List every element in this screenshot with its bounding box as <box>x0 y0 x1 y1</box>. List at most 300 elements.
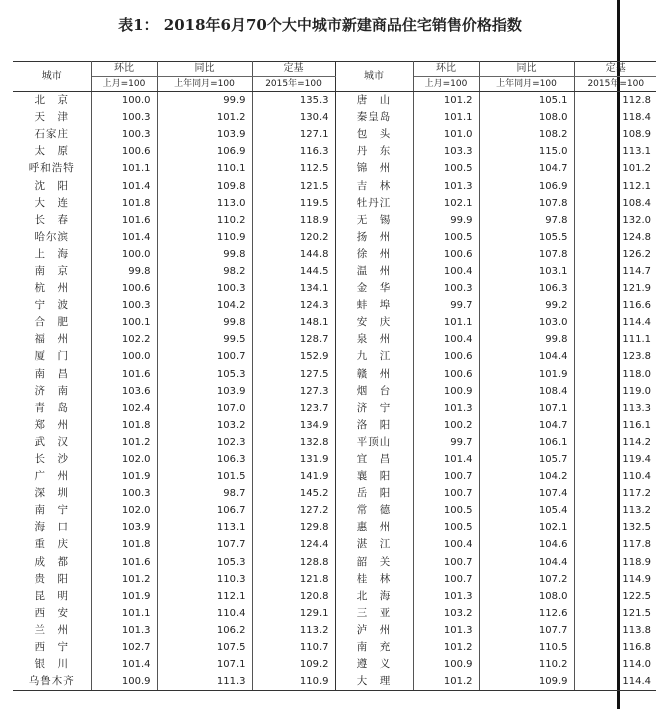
left-base-cell: 110.9 <box>252 673 335 691</box>
right-yoy-cell: 101.9 <box>479 366 574 383</box>
right-mom-cell: 100.3 <box>413 280 479 297</box>
left-yoy-cell: 99.5 <box>157 331 252 348</box>
table-row <box>13 126 656 143</box>
table-row <box>13 263 656 280</box>
right-mom-cell: 101.4 <box>413 451 479 468</box>
right-mom-cell: 100.4 <box>413 263 479 280</box>
left-mom-cell: 100.3 <box>91 485 157 502</box>
left-city-cell: 西 安 <box>13 605 91 622</box>
right-mom-cell: 101.3 <box>413 588 479 605</box>
right-city-cell: 宜 昌 <box>335 451 413 468</box>
right-city-cell: 大 理 <box>335 673 413 691</box>
table-row <box>13 485 656 502</box>
table-row <box>13 468 656 485</box>
left-city-cell: 石家庄 <box>13 126 91 143</box>
left-base-cell: 131.9 <box>299 454 329 466</box>
right-base-cell: 113.2 <box>622 505 651 517</box>
right-yoy-cell: 108.0 <box>479 109 574 126</box>
right-mom-cell: 101.3 <box>413 177 479 194</box>
right-yoy-cell: 105.1 <box>479 92 574 110</box>
left-city-cell: 南 昌 <box>13 366 91 383</box>
left-mom-cell: 102.7 <box>91 639 157 656</box>
right-yoy-cell: 106.1 <box>479 434 574 451</box>
left-yoy-cell: 110.4 <box>157 605 252 622</box>
right-mom-cell: 99.9 <box>413 212 479 229</box>
right-city-cell: 蚌 埠 <box>335 297 413 314</box>
left-yoy-cell: 104.2 <box>157 297 252 314</box>
left-mom-cell: 100.6 <box>91 280 157 297</box>
right-yoy-cell: 107.7 <box>479 622 574 639</box>
right-base-cell: 114.9 <box>622 573 651 585</box>
left-base-cell: 109.2 <box>299 659 329 671</box>
left-city-cell: 厦 门 <box>13 348 91 365</box>
table-row <box>13 195 656 212</box>
left-mom-cell: 100.0 <box>91 348 157 365</box>
table-row <box>13 536 656 553</box>
left-mom-cell: 100.3 <box>91 109 157 126</box>
right-base-cell: 110.4 <box>622 471 651 483</box>
left-yoy-cell: 107.7 <box>157 536 252 553</box>
right-city-cell: 遵 义 <box>335 656 413 673</box>
right-base-cell: 119.4 <box>622 454 651 466</box>
table-row <box>13 160 656 177</box>
left-yoy-cell: 110.3 <box>157 571 252 588</box>
left-mom-cell: 101.1 <box>91 605 157 622</box>
right-mom-cell: 100.9 <box>413 656 479 673</box>
right-base-cell: 123.8 <box>622 351 651 363</box>
left-mom-cell: 100.0 <box>91 246 157 263</box>
left-yoy-cell: 99.9 <box>157 92 252 110</box>
right-base-cell: 114.4 <box>574 673 656 691</box>
left-city-cell: 天 津 <box>13 109 91 126</box>
right-city-cell: 泉 州 <box>335 331 413 348</box>
header-base-right: 定基 <box>574 62 656 77</box>
right-city-cell: 湛 江 <box>335 536 413 553</box>
left-base-cell: 129.1 <box>299 607 329 619</box>
left-base-cell: 130.4 <box>299 112 329 124</box>
right-yoy-cell: 110.2 <box>479 656 574 673</box>
right-yoy-cell: 105.5 <box>479 229 574 246</box>
right-yoy-cell: 106.9 <box>479 177 574 194</box>
right-base-cell: 116.8 <box>622 642 651 654</box>
left-city-cell: 成 都 <box>13 554 91 571</box>
header-mom-right: 环比 <box>413 62 479 77</box>
left-mom-cell: 101.4 <box>91 177 157 194</box>
left-city-cell: 兰 州 <box>13 622 91 639</box>
table-row <box>13 109 656 126</box>
table-row <box>13 502 656 519</box>
left-mom-cell: 102.0 <box>91 502 157 519</box>
right-base-cell: 114.4 <box>622 317 651 329</box>
right-base-cell: 119.0 <box>622 385 651 397</box>
left-base-cell: 152.9 <box>299 351 329 363</box>
right-mom-cell: 101.2 <box>413 92 479 110</box>
left-city-cell: 上 海 <box>13 246 91 263</box>
right-base-cell: 114.7 <box>622 265 651 277</box>
subheader-base-right: 2015年=100 <box>574 77 656 92</box>
left-city-cell: 青 岛 <box>13 400 91 417</box>
right-base-cell: 113.8 <box>622 624 651 636</box>
table-row <box>13 246 656 263</box>
right-mom-cell: 103.2 <box>413 605 479 622</box>
right-city-cell: 锦 州 <box>335 160 413 177</box>
subheader-base-left: 2015年=100 <box>252 77 335 92</box>
left-mom-cell: 100.6 <box>91 143 157 160</box>
left-city-cell: 长 沙 <box>13 451 91 468</box>
left-base-cell: 120.8 <box>299 590 329 602</box>
right-base-cell: 111.1 <box>622 334 651 346</box>
left-base-cell: 145.2 <box>299 488 329 500</box>
table-row <box>13 639 656 656</box>
left-base-cell: 127.1 <box>299 129 329 141</box>
left-base-cell: 129.8 <box>299 522 329 534</box>
left-yoy-cell: 107.0 <box>157 400 252 417</box>
right-city-cell: 扬 州 <box>335 229 413 246</box>
left-yoy-cell: 105.3 <box>157 366 252 383</box>
right-city-cell: 烟 台 <box>335 383 413 400</box>
left-base-cell: 121.5 <box>299 180 329 192</box>
right-city-cell: 无 锡 <box>335 212 413 229</box>
table-row <box>13 605 656 622</box>
right-base-cell: 117.2 <box>622 488 651 500</box>
right-yoy-cell: 105.7 <box>479 451 574 468</box>
header-mom-left: 环比 <box>91 62 157 77</box>
right-yoy-cell: 108.4 <box>479 383 574 400</box>
right-yoy-cell: 108.2 <box>479 126 574 143</box>
left-yoy-cell: 99.8 <box>157 314 252 331</box>
left-yoy-cell: 100.3 <box>157 280 252 297</box>
right-mom-cell: 100.6 <box>413 246 479 263</box>
left-yoy-cell: 106.3 <box>157 451 252 468</box>
right-city-cell: 岳 阳 <box>335 485 413 502</box>
left-base-cell: 144.5 <box>299 265 329 277</box>
left-base-cell: 141.9 <box>299 471 329 483</box>
right-base-cell: 118.0 <box>622 368 651 380</box>
left-yoy-cell: 102.3 <box>157 434 252 451</box>
left-mom-cell: 103.9 <box>91 519 157 536</box>
left-mom-cell: 102.4 <box>91 400 157 417</box>
right-base-cell: 101.2 <box>622 163 651 175</box>
right-yoy-cell: 103.1 <box>479 263 574 280</box>
right-mom-cell: 101.1 <box>413 314 479 331</box>
right-city-cell: 惠 州 <box>335 519 413 536</box>
right-city-cell: 韶 关 <box>335 554 413 571</box>
left-base-cell: 144.8 <box>299 248 329 260</box>
left-yoy-cell: 106.2 <box>157 622 252 639</box>
table-row <box>13 519 656 536</box>
left-yoy-cell: 98.7 <box>157 485 252 502</box>
right-yoy-cell: 104.2 <box>479 468 574 485</box>
left-yoy-cell: 99.8 <box>157 246 252 263</box>
right-yoy-cell: 109.9 <box>479 673 574 691</box>
left-yoy-cell: 105.3 <box>157 554 252 571</box>
left-mom-cell: 100.0 <box>91 92 157 110</box>
left-yoy-cell: 110.2 <box>157 212 252 229</box>
left-mom-cell: 101.8 <box>91 195 157 212</box>
left-mom-cell: 101.9 <box>91 468 157 485</box>
left-base-cell: 116.3 <box>299 146 329 158</box>
right-base-cell: 116.1 <box>622 419 651 431</box>
left-city-cell: 呼和浩特 <box>13 160 91 177</box>
right-city-cell: 济 宁 <box>335 400 413 417</box>
left-yoy-cell: 107.1 <box>157 656 252 673</box>
left-city-cell: 济 南 <box>13 383 91 400</box>
right-city-cell: 吉 林 <box>335 177 413 194</box>
left-mom-cell: 101.4 <box>91 229 157 246</box>
table-row <box>13 177 656 194</box>
left-city-cell: 北 京 <box>13 92 91 110</box>
left-base-cell: 112.5 <box>299 163 329 175</box>
right-mom-cell: 99.7 <box>413 434 479 451</box>
left-mom-cell: 102.2 <box>91 331 157 348</box>
header-base-left: 定基 <box>252 62 335 77</box>
left-base-cell: 128.7 <box>299 334 329 346</box>
left-yoy-cell: 109.8 <box>157 177 252 194</box>
left-base-cell: 127.3 <box>299 385 329 397</box>
left-yoy-cell: 100.7 <box>157 348 252 365</box>
right-base-cell: 121.5 <box>622 607 651 619</box>
left-yoy-cell: 110.9 <box>157 229 252 246</box>
right-base-cell: 112.1 <box>622 180 651 192</box>
left-base-cell: 128.8 <box>299 556 329 568</box>
table-row <box>13 434 656 451</box>
table-row <box>13 212 656 229</box>
left-mom-cell: 101.2 <box>91 571 157 588</box>
right-mom-cell: 100.7 <box>413 468 479 485</box>
left-city-cell: 太 原 <box>13 143 91 160</box>
left-base-cell: 134.9 <box>299 419 329 431</box>
left-yoy-cell: 113.1 <box>157 519 252 536</box>
left-yoy-cell: 106.7 <box>157 502 252 519</box>
left-yoy-cell: 101.5 <box>157 468 252 485</box>
left-city-cell: 贵 阳 <box>13 571 91 588</box>
left-yoy-cell: 111.3 <box>157 673 252 691</box>
left-yoy-cell: 103.9 <box>157 383 252 400</box>
right-yoy-cell: 104.7 <box>479 160 574 177</box>
right-yoy-cell: 107.1 <box>479 400 574 417</box>
right-mom-cell: 100.7 <box>413 485 479 502</box>
right-base-cell: 114.2 <box>622 436 651 448</box>
table-row <box>13 331 656 348</box>
table-row <box>13 571 656 588</box>
header-city-right: 城市 <box>335 62 413 92</box>
right-mom-cell: 102.1 <box>413 195 479 212</box>
right-base-cell: 122.5 <box>622 590 651 602</box>
right-mom-cell: 100.4 <box>413 536 479 553</box>
table-row <box>13 143 656 160</box>
left-city-cell: 重 庆 <box>13 536 91 553</box>
right-yoy-cell: 103.0 <box>479 314 574 331</box>
right-yoy-cell: 107.8 <box>479 246 574 263</box>
right-yoy-cell: 105.4 <box>479 502 574 519</box>
table-row <box>13 400 656 417</box>
right-mom-cell: 101.0 <box>413 126 479 143</box>
left-city-cell: 哈尔滨 <box>13 229 91 246</box>
left-yoy-cell: 103.9 <box>157 126 252 143</box>
right-mom-cell: 101.2 <box>413 639 479 656</box>
right-mom-cell: 103.3 <box>413 143 479 160</box>
right-city-cell: 桂 林 <box>335 571 413 588</box>
right-mom-cell: 100.5 <box>413 502 479 519</box>
left-yoy-cell: 101.2 <box>157 109 252 126</box>
table-row <box>13 451 656 468</box>
right-yoy-cell: 104.6 <box>479 536 574 553</box>
left-city-cell: 广 州 <box>13 468 91 485</box>
right-base-cell: 108.9 <box>622 129 651 141</box>
right-city-cell: 洛 阳 <box>335 417 413 434</box>
left-base-cell: 127.2 <box>299 505 329 517</box>
right-mom-cell: 100.7 <box>413 571 479 588</box>
right-city-cell: 泸 州 <box>335 622 413 639</box>
left-base-cell: 134.1 <box>299 283 329 295</box>
left-base-cell: 123.7 <box>299 402 329 414</box>
left-base-cell: 113.2 <box>299 624 329 636</box>
right-yoy-cell: 99.2 <box>479 297 574 314</box>
right-base-cell: 118.4 <box>622 112 651 124</box>
header-yoy-right: 同比 <box>479 62 574 77</box>
left-base-cell: 120.2 <box>299 231 329 243</box>
right-city-cell: 常 德 <box>335 502 413 519</box>
left-yoy-cell: 112.1 <box>157 588 252 605</box>
right-yoy-cell: 102.1 <box>479 519 574 536</box>
right-mom-cell: 100.7 <box>413 554 479 571</box>
table-row <box>13 280 656 297</box>
right-base-cell: 112.8 <box>622 95 651 107</box>
left-mom-cell: 101.3 <box>91 622 157 639</box>
right-city-cell: 北 海 <box>335 588 413 605</box>
right-city-cell: 温 州 <box>335 263 413 280</box>
right-city-cell: 徐 州 <box>335 246 413 263</box>
right-base-cell: 121.9 <box>622 283 651 295</box>
left-base-cell: 132.8 <box>299 436 329 448</box>
table-row <box>13 588 656 605</box>
left-mom-cell: 101.6 <box>91 366 157 383</box>
left-city-cell: 武 汉 <box>13 434 91 451</box>
left-city-cell: 南 宁 <box>13 502 91 519</box>
left-city-cell: 郑 州 <box>13 417 91 434</box>
left-mom-cell: 100.9 <box>91 673 157 691</box>
header-city-left: 城市 <box>13 62 91 92</box>
right-city-cell: 平顶山 <box>335 434 413 451</box>
left-base-cell: 110.7 <box>299 642 329 654</box>
table-row <box>13 229 656 246</box>
table-row <box>13 297 656 314</box>
left-base-cell: 148.1 <box>299 317 329 329</box>
right-mom-cell: 99.7 <box>413 297 479 314</box>
right-yoy-cell: 112.6 <box>479 605 574 622</box>
left-city-cell: 银 川 <box>13 656 91 673</box>
right-city-cell: 牡丹江 <box>335 195 413 212</box>
left-city-cell: 宁 波 <box>13 297 91 314</box>
right-city-cell: 安 庆 <box>335 314 413 331</box>
right-city-cell: 包 头 <box>335 126 413 143</box>
right-base-cell: 124.8 <box>622 231 651 243</box>
right-yoy-cell: 107.8 <box>479 195 574 212</box>
left-city-cell: 南 京 <box>13 263 91 280</box>
subheader-mom-right: 上月=100 <box>413 77 479 92</box>
right-yoy-cell: 107.4 <box>479 485 574 502</box>
table-row <box>13 622 656 639</box>
left-mom-cell: 101.1 <box>91 160 157 177</box>
right-base-cell: 113.3 <box>622 402 651 414</box>
table-row <box>13 92 656 110</box>
right-city-cell: 金 华 <box>335 280 413 297</box>
right-city-cell: 秦皇岛 <box>335 109 413 126</box>
right-base-cell: 132.5 <box>622 522 651 534</box>
right-mom-cell: 101.1 <box>413 109 479 126</box>
left-city-cell: 海 口 <box>13 519 91 536</box>
left-mom-cell: 101.6 <box>91 554 157 571</box>
header-yoy-left: 同比 <box>157 62 252 77</box>
left-base-cell: 118.9 <box>299 214 329 226</box>
right-mom-cell: 101.2 <box>413 673 479 691</box>
left-base-cell: 124.4 <box>299 539 329 551</box>
right-city-cell: 三 亚 <box>335 605 413 622</box>
right-city-cell: 九 江 <box>335 348 413 365</box>
subheader-mom-left: 上月=100 <box>91 77 157 92</box>
price-index-table <box>13 61 656 691</box>
right-mom-cell: 100.5 <box>413 229 479 246</box>
left-yoy-cell: 107.5 <box>157 639 252 656</box>
table-body <box>13 92 656 691</box>
right-city-cell: 赣 州 <box>335 366 413 383</box>
table-row <box>13 366 656 383</box>
right-mom-cell: 100.4 <box>413 331 479 348</box>
right-yoy-cell: 104.4 <box>479 554 574 571</box>
right-base-cell: 113.1 <box>622 146 651 158</box>
left-city-cell: 合 肥 <box>13 314 91 331</box>
table-row <box>13 656 656 673</box>
left-city-cell: 昆 明 <box>13 588 91 605</box>
right-yoy-cell: 115.0 <box>479 143 574 160</box>
left-city-cell: 杭 州 <box>13 280 91 297</box>
right-mom-cell: 101.3 <box>413 622 479 639</box>
left-city-cell: 深 圳 <box>13 485 91 502</box>
right-city-cell: 唐 山 <box>335 92 413 110</box>
table-row <box>13 554 656 571</box>
left-yoy-cell: 98.2 <box>157 263 252 280</box>
table-row <box>13 673 656 691</box>
right-yoy-cell: 108.0 <box>479 588 574 605</box>
left-base-cell: 135.3 <box>299 95 329 107</box>
left-city-cell: 乌鲁木齐 <box>13 673 91 691</box>
right-base-cell: 114.0 <box>622 659 651 671</box>
right-yoy-cell: 104.7 <box>479 417 574 434</box>
right-mom-cell: 100.5 <box>413 160 479 177</box>
left-city-cell: 福 州 <box>13 331 91 348</box>
left-mom-cell: 101.6 <box>91 212 157 229</box>
right-mom-cell: 101.3 <box>413 400 479 417</box>
left-mom-cell: 100.1 <box>91 314 157 331</box>
left-city-cell: 长 春 <box>13 212 91 229</box>
left-city-cell: 西 宁 <box>13 639 91 656</box>
left-base-cell: 124.3 <box>299 300 329 312</box>
right-yoy-cell: 110.5 <box>479 639 574 656</box>
left-yoy-cell: 110.1 <box>157 160 252 177</box>
right-yoy-cell: 107.2 <box>479 571 574 588</box>
left-mom-cell: 100.3 <box>91 126 157 143</box>
right-city-cell: 丹 东 <box>335 143 413 160</box>
subheader-yoy-left: 上年同月=100 <box>157 77 252 92</box>
right-yoy-cell: 106.3 <box>479 280 574 297</box>
right-base-cell: 118.9 <box>622 556 651 568</box>
right-yoy-cell: 104.4 <box>479 348 574 365</box>
right-base-cell: 116.6 <box>622 300 651 312</box>
right-yoy-cell: 97.8 <box>479 212 574 229</box>
table-row <box>13 383 656 400</box>
left-mom-cell: 101.4 <box>91 656 157 673</box>
left-mom-cell: 102.0 <box>91 451 157 468</box>
